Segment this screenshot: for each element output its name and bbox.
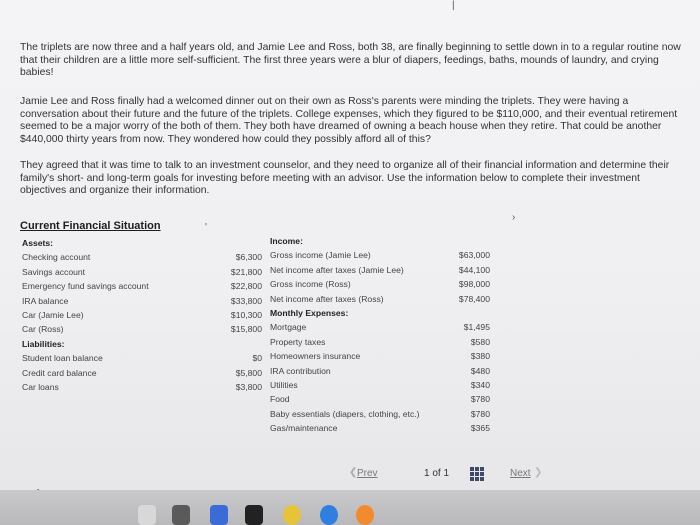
assets-liabilities-values <box>212 236 262 394</box>
income-label: Net income after taxes (Ross) <box>270 293 384 304</box>
asset-label: Checking account <box>22 252 91 263</box>
expense-label: IRA contribution <box>270 365 331 376</box>
expense-label: Homeowners insurance <box>270 351 361 362</box>
expense-value: $380 <box>470 351 490 362</box>
liability-label: Car loans <box>22 381 59 392</box>
income-value: $63,000 <box>458 250 490 261</box>
liability-value: $3,800 <box>235 381 262 392</box>
expense-label: Mortgage <box>270 322 307 333</box>
asset-value: $21,800 <box>230 266 262 277</box>
income-expenses-labels <box>270 234 450 435</box>
expense-label: Baby essentials (diapers, clothing, etc.) <box>270 408 420 419</box>
screen-mark: | <box>452 0 455 11</box>
expense-label: Property taxes <box>270 336 326 347</box>
grid-view-icon[interactable] <box>470 467 484 481</box>
asset-value: $33,800 <box>230 295 262 306</box>
financial-situation-heading: Current Financial Situation <box>20 220 161 232</box>
pagination-bar <box>0 466 700 484</box>
expense-label: Utilities <box>270 379 298 390</box>
income-expenses-values <box>440 234 490 435</box>
taskbar <box>0 490 700 525</box>
expense-value: $340 <box>470 379 490 390</box>
income-value: $78,400 <box>458 293 490 304</box>
liability-value: $5,800 <box>235 367 262 378</box>
screen-mark: › <box>512 212 516 223</box>
asset-label: Savings account <box>22 266 86 277</box>
asset-value: $10,300 <box>230 309 262 320</box>
asset-label: Emergency fund savings account <box>22 281 149 292</box>
chevron-right-icon[interactable]: ❯ <box>534 467 543 478</box>
app-icon[interactable] <box>245 505 263 525</box>
expense-value: $780 <box>470 394 490 405</box>
app-icon[interactable] <box>210 505 228 525</box>
assets-title: Assets: <box>22 238 54 248</box>
asset-value: $15,800 <box>230 324 262 335</box>
expense-value: $780 <box>470 408 490 419</box>
asset-value: $22,800 <box>230 281 262 292</box>
asset-label: IRA balance <box>22 295 69 306</box>
app-icon[interactable] <box>283 505 301 525</box>
income-value: $44,100 <box>458 264 490 275</box>
income-label: Net income after taxes (Jamie Lee) <box>270 264 404 275</box>
screen-mark: ' <box>205 222 207 233</box>
chevron-left-icon[interactable]: ❮ <box>349 467 358 478</box>
app-icon[interactable] <box>172 505 190 525</box>
page-indicator: 1 of 1 <box>424 468 450 479</box>
asset-label: Car (Ross) <box>22 324 64 335</box>
asset-value: $6,300 <box>235 252 262 263</box>
expense-value: $365 <box>470 423 490 434</box>
income-label: Gross income (Jamie Lee) <box>270 250 371 261</box>
app-icon[interactable] <box>356 505 374 525</box>
app-icon[interactable] <box>320 505 338 525</box>
income-value: $98,000 <box>458 279 490 290</box>
liabilities-title: Liabilities: <box>22 338 65 349</box>
expense-value: $580 <box>470 336 490 347</box>
expenses-title: Monthly Expenses: <box>270 307 349 318</box>
prev-button[interactable]: Prev <box>357 468 378 479</box>
expense-label: Gas/maintenance <box>270 423 338 434</box>
paragraph-instructions: They agreed that it was time to talk to an investment counselor, and they need to organize all of their financial information and determine their family's short- and long-term goals for investing before meeting with an advisor. Use the information below to complete their investment objectives and organize their information. <box>20 160 670 197</box>
next-button[interactable]: Next <box>510 468 531 479</box>
expense-value: $1,495 <box>463 322 490 333</box>
paragraph-goals: Jamie Lee and Ross finally had a welcomed dinner out on their own as Ross's parents were minding the triplets. They were having a conversation about their future and the future of the triplets. College expenses, which they figured to be $110,000, and their eventual retirement seemed to be a major worry of the both of them. They both have dreamed of owning a beach house when they retire. That could be another $440,000 thirty years from now. They wondered how could they possibly afford all of this? <box>20 96 678 145</box>
expense-value: $480 <box>470 365 490 376</box>
liability-value: $0 <box>252 353 262 364</box>
asset-label: Car (Jamie Lee) <box>22 309 84 320</box>
liability-label: Credit card balance <box>22 367 97 378</box>
paragraph-intro: The triplets are now three and a half years old, and Jamie Lee and Ross, both 38, are finally beginning to settle down in to a regular routine now that their children are a little more self-sufficient. The first three years were a blur of diapers, feedings, baths, mounds of laundry, and crying babies! <box>20 42 681 79</box>
app-icon[interactable] <box>138 505 156 525</box>
income-title: Income: <box>270 236 303 246</box>
income-label: Gross income (Ross) <box>270 279 351 290</box>
assets-liabilities-labels <box>22 236 212 394</box>
expense-label: Food <box>270 394 290 405</box>
liability-label: Student loan balance <box>22 353 103 364</box>
